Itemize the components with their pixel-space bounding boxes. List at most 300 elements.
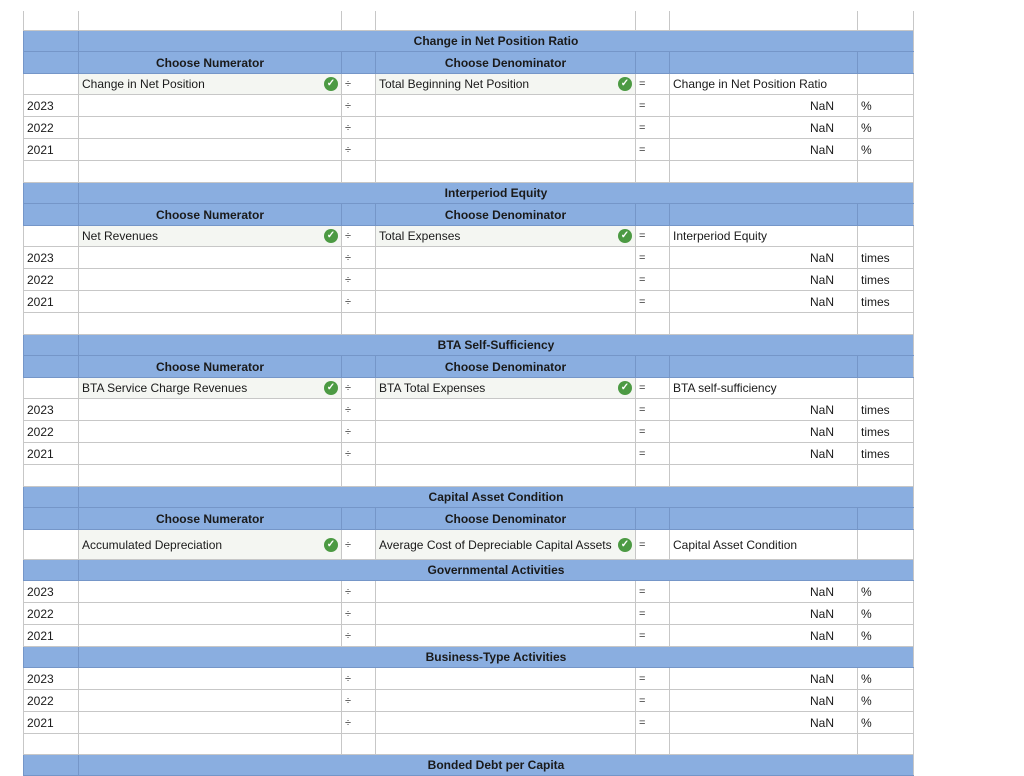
denominator-input-cell[interactable] — [375, 247, 635, 268]
numerator-select[interactable] — [78, 226, 341, 246]
numerator-input-cell[interactable] — [78, 625, 341, 646]
empty-cell[interactable] — [341, 465, 375, 486]
column-header-row — [23, 356, 914, 378]
equals-cell — [635, 269, 669, 290]
equals-cell — [635, 712, 669, 733]
divide-cell — [341, 95, 375, 116]
year-cell[interactable] — [23, 291, 78, 312]
divide-symbol: ÷ — [345, 273, 352, 286]
divide-symbol: ÷ — [345, 629, 352, 642]
numerator-input-cell[interactable] — [78, 95, 341, 116]
denominator-input-cell[interactable] — [375, 712, 635, 733]
result-value-cell[interactable] — [669, 291, 857, 312]
denominator-input-cell[interactable] — [375, 625, 635, 646]
empty-cell[interactable] — [375, 313, 635, 334]
empty-cell[interactable] — [23, 378, 78, 398]
empty-cell[interactable] — [635, 508, 669, 529]
result-label: Interperiod Equity — [673, 229, 768, 243]
check-circle-icon: ✓ — [618, 229, 632, 243]
unit-label: times — [861, 402, 890, 417]
divide-symbol: ÷ — [345, 607, 352, 620]
numerator-input-cell[interactable] — [78, 603, 341, 624]
numerator-input-cell[interactable] — [78, 712, 341, 733]
denominator-input-cell[interactable] — [375, 95, 635, 116]
spacer-row — [23, 11, 914, 31]
divide-symbol: ÷ — [345, 78, 352, 90]
result-value-cell[interactable] — [669, 247, 857, 268]
result-value: NaN — [809, 424, 834, 439]
denominator-header-label: Choose Denominator — [444, 511, 567, 526]
empty-cell[interactable] — [341, 161, 375, 182]
result-value: NaN — [809, 446, 834, 461]
equals-cell — [635, 603, 669, 624]
result-value-cell[interactable] — [669, 139, 857, 160]
year-cell[interactable] — [23, 139, 78, 160]
column-header-row — [23, 52, 914, 74]
empty-cell[interactable] — [857, 530, 914, 559]
empty-cell[interactable] — [669, 508, 857, 529]
numerator-select[interactable] — [78, 378, 341, 398]
divide-cell — [341, 226, 375, 246]
result-value-cell[interactable] — [669, 95, 857, 116]
empty-cell[interactable] — [78, 313, 341, 334]
denominator-input-cell[interactable] — [375, 690, 635, 711]
empty-cell[interactable] — [375, 465, 635, 486]
result-label-cell — [669, 74, 857, 94]
year-label: 2022 — [27, 693, 54, 708]
year-label: 2022 — [27, 606, 54, 621]
numerator-input-cell[interactable] — [78, 291, 341, 312]
unit-label: % — [861, 715, 872, 730]
subsection-title: Governmental Activities — [78, 560, 914, 580]
table-row — [23, 95, 914, 117]
empty-cell[interactable] — [635, 204, 669, 225]
empty-cell[interactable] — [23, 183, 78, 203]
empty-cell[interactable] — [857, 508, 914, 529]
result-value-cell[interactable] — [669, 117, 857, 138]
empty-cell[interactable] — [669, 11, 857, 30]
section-title: Bonded Debt per Capita — [78, 755, 914, 775]
numerator-value: Accumulated Depreciation — [82, 537, 223, 552]
result-value-cell[interactable] — [669, 421, 857, 442]
result-value-cell[interactable] — [669, 581, 857, 602]
denominator-input-cell[interactable] — [375, 117, 635, 138]
divide-symbol: ÷ — [345, 585, 352, 598]
divide-symbol: ÷ — [345, 447, 352, 460]
section-title: BTA Self-Sufficiency — [78, 335, 914, 355]
column-header-row — [23, 508, 914, 530]
empty-cell[interactable] — [23, 313, 78, 334]
result-value-cell[interactable] — [669, 625, 857, 646]
year-cell[interactable] — [23, 269, 78, 290]
year-cell[interactable] — [23, 603, 78, 624]
numerator-header — [78, 52, 341, 73]
unit-cell — [857, 603, 914, 624]
table-row — [23, 581, 914, 603]
year-cell[interactable] — [23, 690, 78, 711]
section-title: Change in Net Position Ratio — [78, 31, 914, 51]
divide-symbol: ÷ — [345, 143, 352, 156]
result-value-cell[interactable] — [669, 399, 857, 420]
empty-cell[interactable] — [341, 356, 375, 377]
denominator-select[interactable] — [375, 226, 635, 246]
divide-symbol: ÷ — [345, 716, 352, 729]
year-cell[interactable] — [23, 625, 78, 646]
empty-cell[interactable] — [375, 11, 635, 30]
result-value: NaN — [809, 294, 834, 309]
result-label: Capital Asset Condition — [673, 537, 798, 552]
empty-cell[interactable] — [857, 52, 914, 73]
denominator-header — [375, 356, 635, 377]
denominator-input-cell[interactable] — [375, 443, 635, 464]
year-cell[interactable] — [23, 712, 78, 733]
year-cell[interactable] — [23, 117, 78, 138]
equals-symbol: = — [639, 251, 646, 264]
empty-cell[interactable] — [23, 11, 78, 30]
divide-cell — [341, 690, 375, 711]
empty-cell[interactable] — [635, 11, 669, 30]
unit-label: % — [861, 120, 872, 135]
equals-symbol: = — [639, 403, 646, 416]
table-row — [23, 625, 914, 647]
empty-cell[interactable] — [341, 52, 375, 73]
empty-cell[interactable] — [857, 734, 914, 754]
year-label: 2021 — [27, 446, 54, 461]
equals-cell — [635, 421, 669, 442]
equals-cell — [635, 625, 669, 646]
unit-cell — [857, 291, 914, 312]
numerator-input-cell[interactable] — [78, 399, 341, 420]
numerator-input-cell[interactable] — [78, 443, 341, 464]
empty-cell[interactable] — [375, 734, 635, 754]
year-label: 2023 — [27, 584, 54, 599]
equals-symbol: = — [639, 538, 646, 551]
equals-symbol: = — [639, 99, 646, 112]
result-value-cell[interactable] — [669, 443, 857, 464]
denominator-input-cell[interactable] — [375, 291, 635, 312]
equals-cell — [635, 378, 669, 398]
empty-cell[interactable] — [78, 734, 341, 754]
empty-cell[interactable] — [23, 204, 78, 225]
numerator-input-cell[interactable] — [78, 421, 341, 442]
result-label-cell — [669, 530, 857, 559]
section-title-row — [23, 183, 914, 204]
equals-cell — [635, 291, 669, 312]
numerator-input-cell[interactable] — [78, 139, 341, 160]
year-cell[interactable] — [23, 668, 78, 689]
result-label: BTA self-sufficiency — [673, 381, 777, 395]
denominator-input-cell[interactable] — [375, 139, 635, 160]
empty-cell[interactable] — [341, 508, 375, 529]
empty-cell[interactable] — [857, 226, 914, 246]
check-circle-icon: ✓ — [324, 538, 338, 552]
year-label: 2021 — [27, 628, 54, 643]
equals-symbol: = — [639, 629, 646, 642]
unit-cell — [857, 625, 914, 646]
divide-symbol: ÷ — [345, 121, 352, 134]
divide-symbol: ÷ — [345, 251, 352, 264]
check-circle-icon: ✓ — [324, 77, 338, 91]
denominator-header — [375, 52, 635, 73]
denominator-select[interactable] — [375, 530, 635, 559]
denominator-input-cell[interactable] — [375, 269, 635, 290]
unit-label: times — [861, 294, 890, 309]
empty-cell[interactable] — [23, 647, 78, 667]
empty-cell[interactable] — [857, 313, 914, 334]
empty-cell[interactable] — [635, 52, 669, 73]
empty-cell[interactable] — [78, 161, 341, 182]
empty-cell[interactable] — [857, 378, 914, 398]
empty-cell[interactable] — [669, 313, 857, 334]
equals-cell — [635, 74, 669, 94]
divide-symbol: ÷ — [345, 230, 352, 242]
result-value: NaN — [809, 628, 834, 643]
check-circle-icon: ✓ — [324, 229, 338, 243]
empty-cell[interactable] — [23, 560, 78, 580]
equals-symbol: = — [639, 230, 646, 242]
spacer-row — [23, 465, 914, 487]
divide-cell — [341, 443, 375, 464]
numerator-input-cell[interactable] — [78, 668, 341, 689]
year-label: 2021 — [27, 715, 54, 730]
result-value-cell[interactable] — [669, 269, 857, 290]
empty-cell[interactable] — [669, 204, 857, 225]
spacer-row — [23, 161, 914, 183]
empty-cell[interactable] — [857, 356, 914, 377]
divide-symbol: ÷ — [345, 99, 352, 112]
empty-cell[interactable] — [341, 734, 375, 754]
section-title: Capital Asset Condition — [78, 487, 914, 507]
empty-cell[interactable] — [23, 356, 78, 377]
equals-cell — [635, 690, 669, 711]
equals-cell — [635, 530, 669, 559]
numerator-input-cell[interactable] — [78, 247, 341, 268]
equals-symbol: = — [639, 295, 646, 308]
result-value: NaN — [809, 120, 834, 135]
divide-symbol: ÷ — [345, 694, 352, 707]
empty-cell[interactable] — [341, 204, 375, 225]
numerator-header — [78, 204, 341, 225]
empty-cell[interactable] — [78, 465, 341, 486]
unit-cell — [857, 421, 914, 442]
numerator-header — [78, 508, 341, 529]
selection-row — [23, 226, 914, 247]
table-row — [23, 668, 914, 690]
equals-symbol: = — [639, 672, 646, 685]
subsection-title-row — [23, 560, 914, 581]
equals-symbol: = — [639, 694, 646, 707]
empty-cell[interactable] — [375, 161, 635, 182]
empty-cell[interactable] — [23, 226, 78, 246]
numerator-value: Net Revenues — [82, 229, 159, 243]
numerator-header-label: Choose Numerator — [155, 359, 265, 374]
numerator-input-cell[interactable] — [78, 117, 341, 138]
numerator-header-label: Choose Numerator — [155, 511, 265, 526]
table-row — [23, 247, 914, 269]
unit-label: % — [861, 628, 872, 643]
empty-cell[interactable] — [857, 161, 914, 182]
year-label: 2022 — [27, 120, 54, 135]
table-row — [23, 399, 914, 421]
numerator-header — [78, 356, 341, 377]
empty-cell[interactable] — [857, 11, 914, 30]
selection-row — [23, 378, 914, 399]
year-label: 2022 — [27, 272, 54, 287]
numerator-input-cell[interactable] — [78, 581, 341, 602]
section-title-row — [23, 487, 914, 508]
denominator-select[interactable] — [375, 378, 635, 398]
result-value-cell[interactable] — [669, 603, 857, 624]
denominator-header-label: Choose Denominator — [444, 55, 567, 70]
empty-cell[interactable] — [23, 161, 78, 182]
empty-cell[interactable] — [669, 161, 857, 182]
spreadsheet-grid — [23, 11, 914, 776]
unit-label: % — [861, 671, 872, 686]
divide-cell — [341, 421, 375, 442]
section-title-row — [23, 755, 914, 776]
equals-cell — [635, 399, 669, 420]
empty-cell[interactable] — [23, 734, 78, 754]
denominator-input-cell[interactable] — [375, 603, 635, 624]
empty-cell[interactable] — [23, 465, 78, 486]
divide-cell — [341, 668, 375, 689]
unit-label: times — [861, 250, 890, 265]
result-label: Change in Net Position Ratio — [673, 77, 828, 91]
result-value-cell[interactable] — [669, 668, 857, 689]
empty-cell[interactable] — [857, 465, 914, 486]
unit-cell — [857, 247, 914, 268]
empty-cell[interactable] — [341, 313, 375, 334]
unit-cell — [857, 443, 914, 464]
empty-cell[interactable] — [23, 755, 78, 775]
unit-label: % — [861, 584, 872, 599]
empty-cell[interactable] — [635, 313, 669, 334]
equals-symbol: = — [639, 273, 646, 286]
empty-cell[interactable] — [669, 465, 857, 486]
numerator-input-cell[interactable] — [78, 690, 341, 711]
equals-cell — [635, 95, 669, 116]
selection-row — [23, 530, 914, 560]
equals-symbol: = — [639, 585, 646, 598]
year-cell[interactable] — [23, 443, 78, 464]
year-label: 2021 — [27, 142, 54, 157]
empty-cell[interactable] — [635, 734, 669, 754]
denominator-header — [375, 204, 635, 225]
empty-cell[interactable] — [635, 356, 669, 377]
year-cell[interactable] — [23, 399, 78, 420]
check-circle-icon: ✓ — [324, 381, 338, 395]
empty-cell[interactable] — [23, 487, 78, 507]
table-row — [23, 712, 914, 734]
table-row — [23, 269, 914, 291]
year-cell[interactable] — [23, 421, 78, 442]
denominator-value: Total Beginning Net Position — [379, 77, 530, 91]
year-label: 2023 — [27, 250, 54, 265]
unit-cell — [857, 139, 914, 160]
subsection-title: Business-Type Activities — [78, 647, 914, 667]
empty-cell[interactable] — [23, 508, 78, 529]
check-circle-icon: ✓ — [618, 538, 632, 552]
empty-cell[interactable] — [23, 335, 78, 355]
unit-cell — [857, 95, 914, 116]
denominator-value: Average Cost of Depreciable Capital Assets — [379, 537, 612, 552]
result-value: NaN — [809, 693, 834, 708]
equals-symbol: = — [639, 382, 646, 394]
empty-cell[interactable] — [23, 52, 78, 73]
denominator-input-cell[interactable] — [375, 668, 635, 689]
denominator-input-cell[interactable] — [375, 421, 635, 442]
denominator-header — [375, 508, 635, 529]
numerator-value: Change in Net Position — [82, 77, 205, 91]
empty-cell[interactable] — [669, 734, 857, 754]
divide-cell — [341, 625, 375, 646]
result-value: NaN — [809, 584, 834, 599]
table-row — [23, 139, 914, 161]
empty-cell[interactable] — [78, 11, 341, 30]
result-value: NaN — [809, 606, 834, 621]
empty-cell[interactable] — [857, 74, 914, 94]
empty-cell[interactable] — [669, 52, 857, 73]
divide-cell — [341, 378, 375, 398]
unit-cell — [857, 269, 914, 290]
table-row — [23, 421, 914, 443]
empty-cell[interactable] — [341, 11, 375, 30]
year-cell[interactable] — [23, 95, 78, 116]
numerator-select[interactable] — [78, 530, 341, 559]
result-value-cell[interactable] — [669, 712, 857, 733]
result-value: NaN — [809, 272, 834, 287]
empty-cell[interactable] — [23, 530, 78, 559]
check-circle-icon: ✓ — [618, 381, 632, 395]
table-row — [23, 291, 914, 313]
divide-cell — [341, 712, 375, 733]
denominator-select[interactable] — [375, 74, 635, 94]
empty-cell[interactable] — [669, 356, 857, 377]
empty-cell[interactable] — [857, 204, 914, 225]
numerator-value: BTA Service Charge Revenues — [82, 381, 248, 395]
equals-cell — [635, 226, 669, 246]
numerator-input-cell[interactable] — [78, 269, 341, 290]
numerator-select[interactable] — [78, 74, 341, 94]
empty-cell[interactable] — [23, 74, 78, 94]
column-header-row — [23, 204, 914, 226]
divide-cell — [341, 291, 375, 312]
empty-cell[interactable] — [635, 161, 669, 182]
year-cell[interactable] — [23, 581, 78, 602]
denominator-value: Total Expenses — [379, 229, 461, 243]
spacer-row — [23, 313, 914, 335]
result-value-cell[interactable] — [669, 690, 857, 711]
divide-symbol: ÷ — [345, 672, 352, 685]
empty-cell[interactable] — [23, 31, 78, 51]
empty-cell[interactable] — [635, 465, 669, 486]
denominator-input-cell[interactable] — [375, 399, 635, 420]
table-row — [23, 117, 914, 139]
divide-cell — [341, 530, 375, 559]
result-value: NaN — [809, 715, 834, 730]
divide-symbol: ÷ — [345, 425, 352, 438]
equals-symbol: = — [639, 447, 646, 460]
denominator-input-cell[interactable] — [375, 581, 635, 602]
year-label: 2023 — [27, 402, 54, 417]
result-value: NaN — [809, 98, 834, 113]
divide-cell — [341, 603, 375, 624]
numerator-header-label: Choose Numerator — [155, 207, 265, 222]
equals-symbol: = — [639, 78, 646, 90]
equals-cell — [635, 443, 669, 464]
divide-symbol: ÷ — [345, 538, 352, 551]
year-cell[interactable] — [23, 247, 78, 268]
